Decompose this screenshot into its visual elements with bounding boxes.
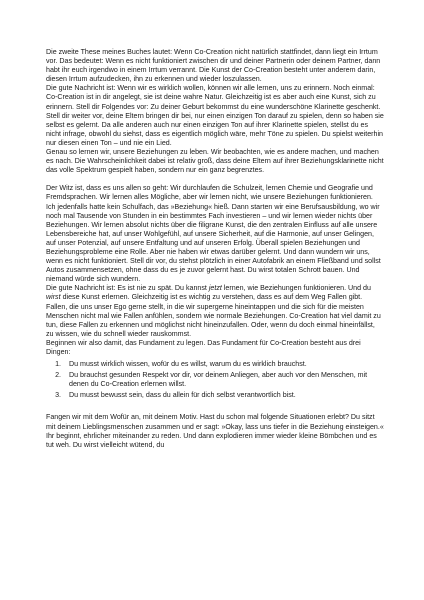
foundation-list [46, 360, 384, 400]
paragraph-gap [46, 404, 384, 413]
paragraph-foundation: Beginnen wir also damit, das Fundament zu legen. Das Fundament für Co-Creation besteht aus drei Dingen: [46, 338, 361, 356]
paragraph-thesis: Die zweite These meines Buches lautet: Wenn Co-Creation nicht natürlich stattfindet, dann liegt ein Irrtum vor. Das bedeutet: Wenn es nicht funktioniert zwischen dir und deiner Partnerin oder deinem Partner, dann habt ihr euch irgendwo in einem Irrtum verrannt. Die Kunst der Co-Creation besteht unter anderem darin, diesen Irrtum aufzudecken, ihn zu erkennen und wieder loszulassen. [46, 48, 381, 84]
paragraph-gap [46, 175, 384, 184]
emphasis-wirst: wirst [46, 293, 61, 302]
paragraph-school: Der Witz ist, dass es uns allen so geht: Wir durchlaufen die Schulzeit, lernen Chemie und Geografie und Fremdsprachen. Wir lernen alles Mögliche, aber wir lernen nicht, wie unsere Beziehungen funktionieren. Ich jedenfalls hatte kein Schulfach, das »Beziehung« hieß. Dann starten wir eine Berufsausbildung, wo wir noch mal Tausende von Stunden in ein bestimmtes Fach investieren – und wir lernen wieder nichts über Beziehungen. Wir lernen absolut nichts über die filigrane Kunst, die den zentralen Einfluss auf alle unsere Lebensbereiche hat, auf unser Wohlgefühl, auf unsere Sicherheit, auf die Harmonie, auf unser Gelingen, auf unser Potenzial, auf unsere Entfaltung und auf unseren Erfolg. Überall spielen Beziehungen und Beziehungsprobleme eine Rolle. Aber nie haben wir etwas darüber gelernt. Und dann wundern wir uns, wenn es nicht funktioniert. Stell dir vor, du stehst plötzlich in einer Autofabrik an einem Fließband und sollst Autos zusammensetzen, ohne dass du es je zuvor gelernt hast. Du wirst totalen Schrott bauen. Und niemand würde sich wundern. [46, 184, 381, 284]
text-segment: diese Kunst erlernen. Gleichzeitig ist es wichtig zu verstehen, dass es auf dem Weg Fallen gibt. Fallen, die uns unser Ego gerne stellt, in die wir supergerne hineintappen und die sich für die meisten Menschen nicht mal wie Fallen anfühlen, sondern wie normale Beziehungen. Co-Creation hat viel damit zu tun, diese Fallen zu erkennen und möglichst nicht hineinzufallen. Oder, wenn du doch einmal hineinfällst, zu wissen, wie du schnell wieder rauskommst. [46, 293, 381, 338]
text-segment: lernen, wie Beziehungen funktionieren. Und du [221, 284, 371, 293]
paragraph-never-too-late [46, 284, 384, 339]
paragraph-motive: Fangen wir mit dem Wofür an, mit deinem Motiv. Hast du schon mal folgende Situationen erlebt? Du sitzt mit deinem Lieblingsmenschen zusammen und er sagt: »Okay, lass uns tiefer in die Beziehung einsteigen.« Ihr beginnt, ehrlicher miteinander zu reden. Und dann explodieren immer wieder kleine Bömbchen und es tut weh. Du wirst vielleicht wütend, du [46, 413, 384, 449]
emphasis-jetzt: jetzt [208, 284, 222, 293]
paragraph-relationships: Genau so lernen wir, unsere Beziehungen zu leben. Wir beobachten, wie es andere machen, und machen es nach. Die Wahrscheinlichkeit dabei ist relativ groß, dass deine Eltern auf ihrer Beziehungsklarinette nicht das volle Spektrum gespielt haben, sondern nur ein ganz begrenztes. [46, 148, 384, 175]
list-item: 3. Du musst bewusst sein, dass du allein für dich selbst verantwortlich bist. [63, 391, 384, 400]
list-item: 2. Du brauchst gesunden Respekt vor dir, vor deinem Anliegen, aber auch vor den Menschen, mit denen du Co-Creation erlernen willst. [63, 371, 384, 389]
list-item: 1. Du musst wirklich wissen, wofür du es willst, warum du es wirklich brauchst. [63, 360, 384, 369]
paragraph-good-news: Die gute Nachricht ist: Wenn wir es wirklich wollen, können wir alle lernen, uns zu erinnern. Noch einmal: Co-Creation ist in dir angelegt, sie ist deine wahre Natur. Gleichzeitig ist es aber auch eine Kunst, sich zu erinnern. Stell dir Folgendes vor: Zu deiner Geburt bekommst du eine wunderschöne Klarinette geschenkt. Stell dir weiter vor, deine Eltern bringen dir bei, nur einen einzigen Ton darauf zu spielen, denn so haben sie selbst es gelernt. Da alle anderen auch nur einen einzigen Ton auf ihrer Klarinette spielen, stellst du es nicht infrage, obwohl du siehst, dass es eigentlich möglich wäre, mehr Töne zu spielen. Du spielst weiterhin nur diesen einen Ton – und nie ein Lied. [46, 84, 384, 147]
text-segment: Die gute Nachricht ist: Es ist nie zu spät. Du kannst [46, 284, 209, 293]
